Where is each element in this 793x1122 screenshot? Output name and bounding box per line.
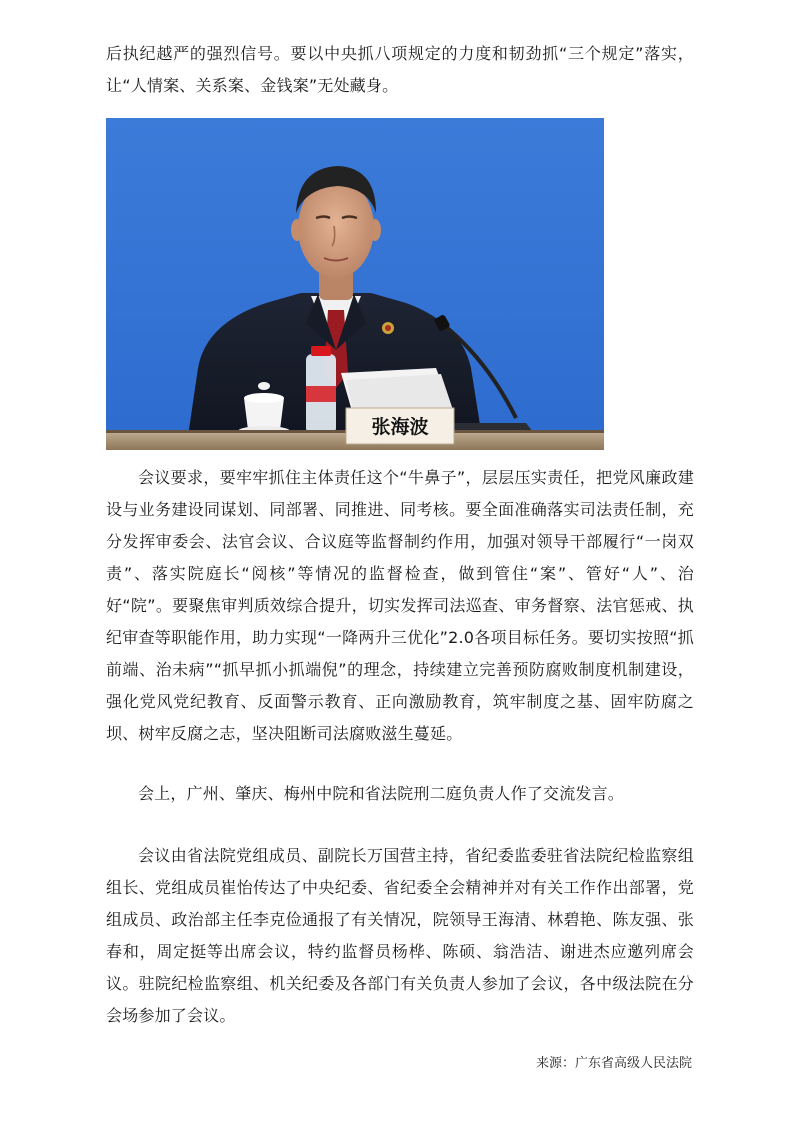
speaker-photo xyxy=(106,118,604,450)
paragraph-meeting-requirements: 会议要求，要牢牢抓住主体责任这个“牛鼻子”，层层压实责任，把党风廉政建设与业务建设同谋划、同部署、同推进、同考核。要全面准确落实司法责任制，充分发挥审委会、法官会议、合议庭等监督制约作用，加强对领导干部履行“一岗双责”、落实院庭长“阅核”等情况的监督检查，做到管住“案”、管好“人”、治好“院”。要聚焦审判质效综合提升，切实发挥司法巡查、审务督察、法官惩戒、执纪审查等职能作用，助力实现“一降两升三优化”2.0各项目标任务。要切实按照“抓前端、治未病”“抓早抓小抓端倪”的理念，持续建立完善预防腐败制度机制建设，强化党风党纪教育、反面警示教育、正向激励教育，筑牢制度之基、固牢防腐之坝、树牢反腐之志，坚决阻断司法腐败滋生蔓延。 xyxy=(106,468,694,743)
paragraph-intro-continuation: 后执纪越严的强烈信号。要以中央抓八项规定的力度和韧劲抓“三个规定”落实，让“人情案、关系案、金钱案”无处藏身。 xyxy=(106,44,694,95)
nameplate-text: 张海波 xyxy=(371,416,429,438)
nameplate xyxy=(346,408,454,444)
paragraph-exchange-speeches: 会上，广州、肇庆、梅州中院和省法院刑二庭负责人作了交流发言。 xyxy=(138,784,625,803)
paragraph-meeting-host: 会议由省法院党组成员、副院长万国营主持，省纪委监委驻省法院纪检监察组组长、党组成员崔怡传达了中央纪委、省纪委全会精神并对有关工作作出部署，党组成员、政治部主任李克俭通报了有关情况，院领导王海清、林碧艳、陈友强、张春和，周定挺等出席会议，特约监督员杨桦、陈硕、翁浩洁、谢进杰应邀列席会议。驻院纪检监察组、机关纪委及各部门有关负责人参加了会议，各中级法院在分会场参加了会议。 xyxy=(106,846,694,1025)
article-source: 来源：广东省高级人民法院 xyxy=(535,1056,692,1071)
water-bottle xyxy=(306,346,336,434)
